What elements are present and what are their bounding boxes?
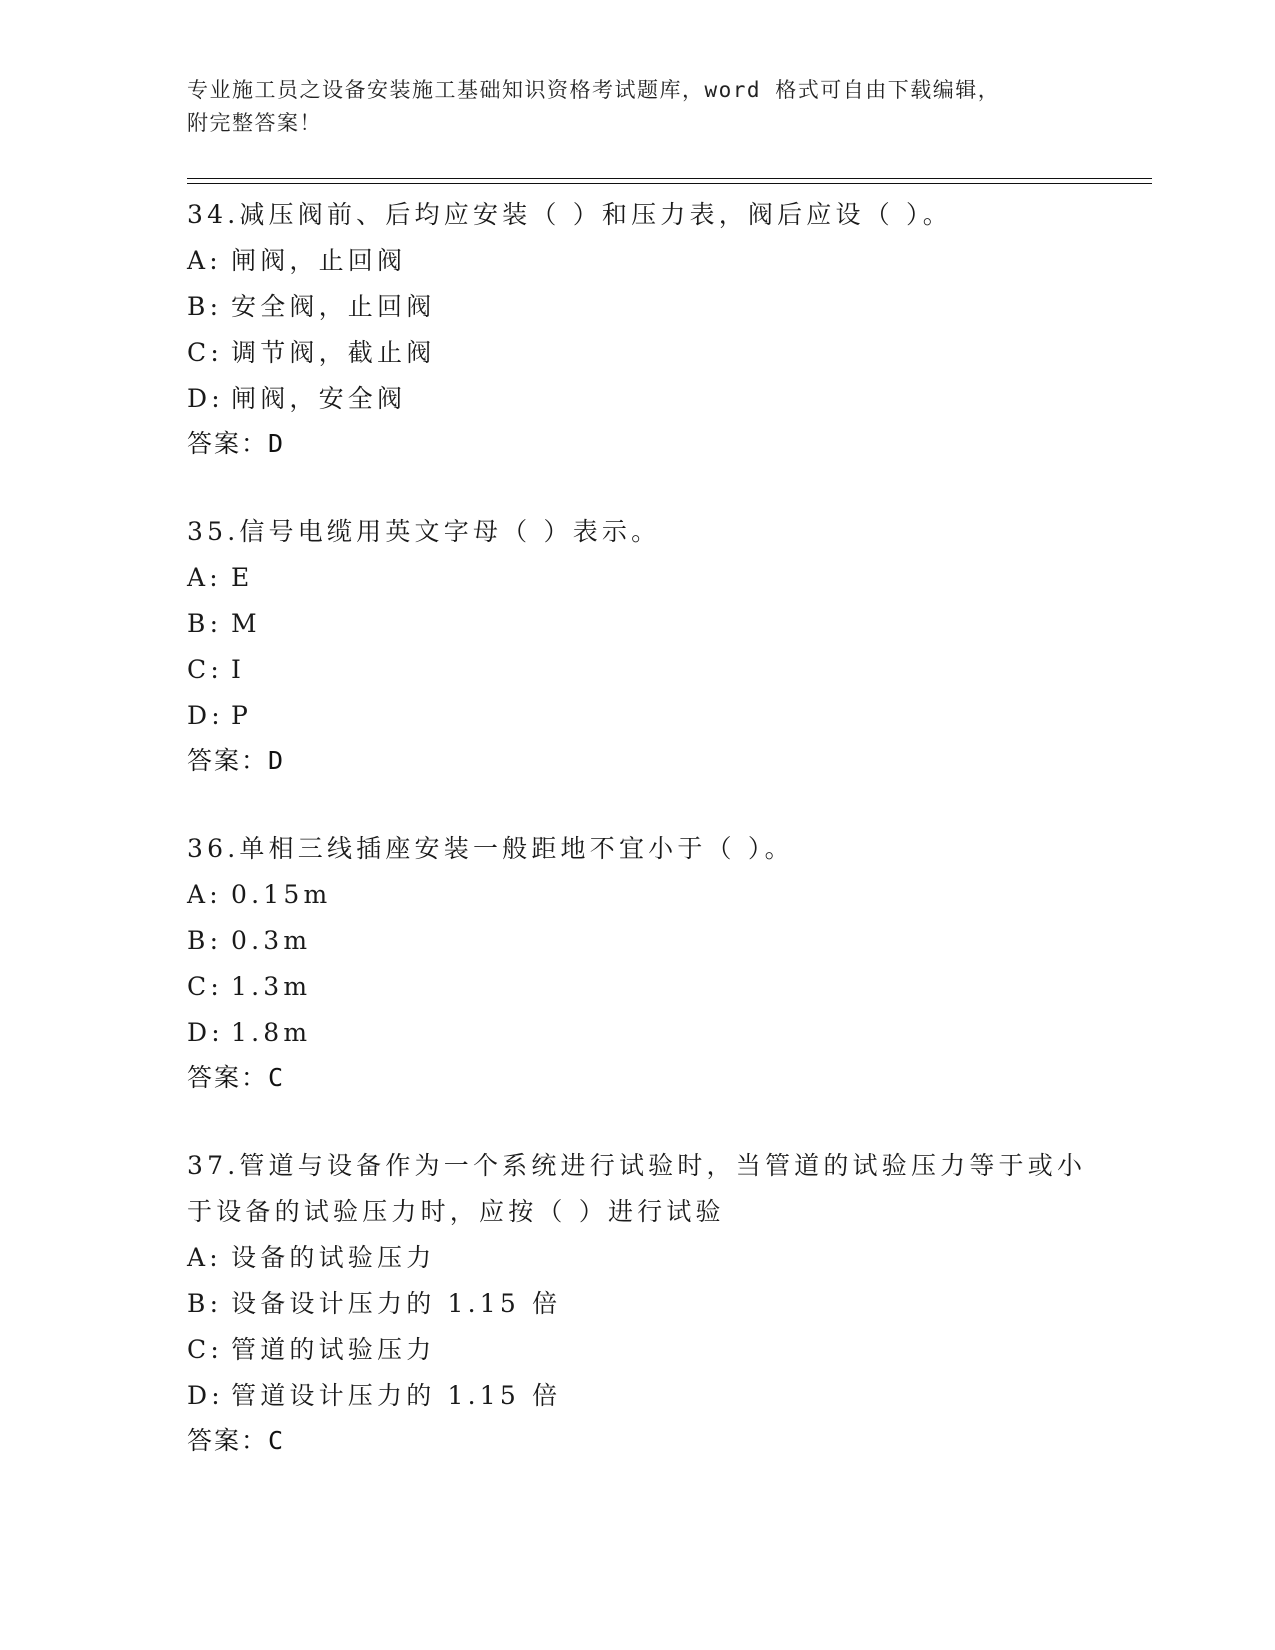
question-stem: 36.单相三线插座安装一般距地不宜小于（ ）。 [187,834,794,863]
option-b [187,601,1087,647]
option-c [187,647,1087,693]
option-text: 安全阀，止回阀 [231,292,436,321]
option-d [187,1010,1087,1056]
option-letter: B: [187,292,223,321]
option-text: 0.3m [231,926,312,955]
option-a [187,872,1087,918]
question-36 [187,826,1087,1100]
answer-line [187,422,1087,466]
question-35 [187,509,1087,783]
document-header [187,74,1087,140]
option-b [187,284,1087,330]
option-b [187,918,1087,964]
option-letter: B: [187,609,223,638]
question-stem-line-1: 37.管道与设备作为一个系统进行试验时，当管道的试验压力等于或小 [187,1151,1087,1180]
option-d [187,1373,1087,1419]
answer-label: 答案： [187,1063,269,1092]
header-line-1: 专业施工员之设备安装施工基础知识资格考试题库，word 格式可自由下载编辑， [187,78,1001,102]
option-letter: C: [187,972,223,1001]
option-text: 调节阀，截止阀 [231,338,436,367]
answer-line [187,1056,1087,1100]
question-list [187,192,1087,1506]
question-37 [187,1143,1087,1463]
question-stem: 34.减压阀前、后均应安装（ ）和压力表，阀后应设（ ）。 [187,200,952,229]
answer-label: 答案： [187,429,269,458]
option-text: I [231,655,246,684]
option-text: 管道的试验压力 [231,1335,436,1364]
option-letter: B: [187,926,223,955]
answer-value: C [268,1426,286,1455]
question-stem-line-2: 于设备的试验压力时，应按（ ）进行试验 [187,1197,725,1226]
question-34 [187,192,1087,466]
option-d [187,693,1087,739]
option-a [187,238,1087,284]
option-text: 闸阀，止回阀 [231,246,407,275]
option-letter: A: [187,246,222,275]
header-divider-top [187,178,1152,179]
option-letter: D: [187,1018,224,1047]
option-text: P [231,701,253,730]
option-b [187,1281,1087,1327]
option-text: 管道设计压力的 1.15 倍 [231,1381,562,1410]
option-c [187,964,1087,1010]
option-letter: C: [187,338,223,367]
option-c [187,330,1087,376]
option-text: M [231,609,261,638]
option-letter: A: [187,563,222,592]
option-letter: D: [187,701,224,730]
question-stem: 35.信号电缆用英文字母（ ）表示。 [187,517,661,546]
answer-label: 答案： [187,1426,269,1455]
option-letter: D: [187,384,224,413]
answer-line [187,1419,1087,1463]
option-text: 0.15m [231,880,332,909]
option-letter: C: [187,655,223,684]
option-text: 设备设计压力的 1.15 倍 [231,1289,562,1318]
option-letter: C: [187,1335,223,1364]
option-text: 1.8m [231,1018,312,1047]
option-c [187,1327,1087,1373]
header-divider-bottom [187,183,1152,184]
option-text: 闸阀，安全阀 [231,384,407,413]
option-d [187,376,1087,422]
answer-line [187,739,1087,783]
option-a [187,555,1087,601]
option-letter: B: [187,1289,223,1318]
option-letter: A: [187,1243,222,1272]
option-a [187,1235,1087,1281]
option-letter: D: [187,1381,224,1410]
option-text: 1.3m [231,972,312,1001]
answer-value: C [268,1063,286,1092]
answer-value: D [268,429,286,458]
option-text: E [231,563,254,592]
option-text: 设备的试验压力 [231,1243,436,1272]
answer-value: D [268,746,286,775]
option-letter: A: [187,880,222,909]
header-line-2: 附完整答案！ [187,111,322,135]
answer-label: 答案： [187,746,269,775]
